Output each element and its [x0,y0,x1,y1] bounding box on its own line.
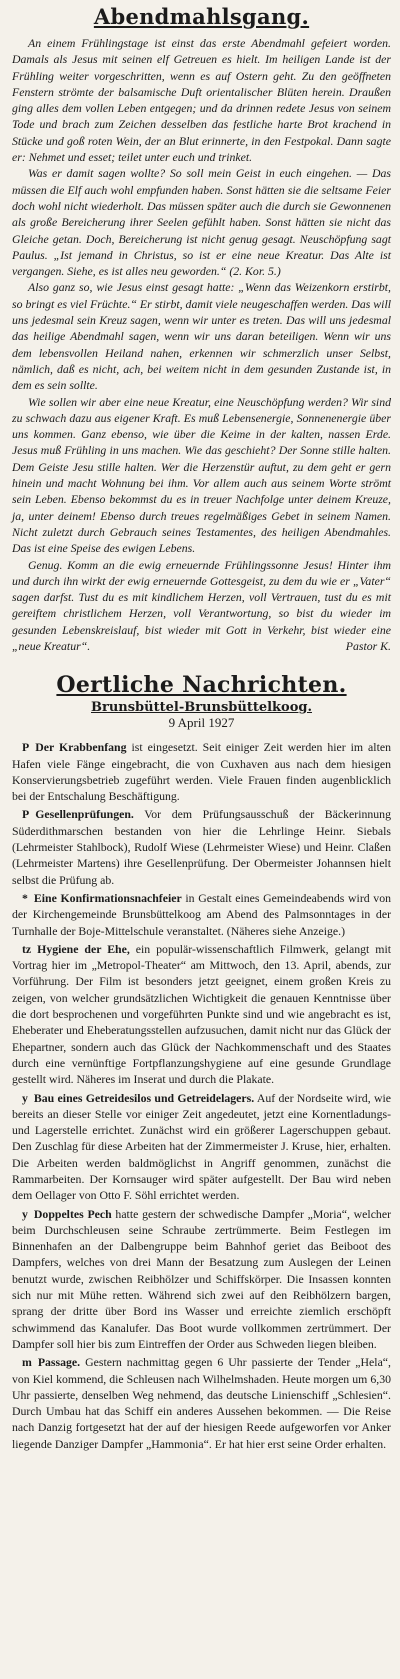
news-mark: tz [22,941,32,956]
article-signature: Pastor K. [345,638,391,653]
news-mark: m [22,1355,32,1370]
news-item-passage [12,1354,391,1452]
article-paragraph-1: An einem Frühlingstage ist einst das erste Abendmahl gefeiert worden. Damals als Jesus mit seinen elf Getreuen es hielt. Im heiligen Lande ist der Frühling weiter vorgeschritten, wenn es auf Ostern geht. Zu den geöffneten Fenstern strömte der balsamische Duft orientalischer Blüten herein. Draußen ging alles dem vollen Leben entgegen; und da drinnen redete Jesus von seinem Tode und brach zum Zeichen desselben das festliche harte Brot krachend in Stücke und goß roten Wein, der an Blut erinnerte, in den Festpokal. Dann sagte er: Nehmet und esset; teilet unter euch und trinket. [12,36,391,165]
newspaper-page [0,4,400,1679]
news-item-krabbenfang [12,739,391,804]
news-mark: * [22,890,28,905]
news-item-getreidesilo [12,1090,391,1204]
article-paragraph-3: Also ganz so, wie Jesus einst gesagt hatte: „Wenn das Weizenkorn erstirbt, so bringt es viel Früchte.“ Er stirbt, damit viele neugeschaffen werden. Das will uns jedesmal sein Kreuz sagen, wenn wir unter es treten. Das will uns jedesmal das heilige Abendmahl sagen, wenn wir uns daran beteiligen. Wenn wir uns dem lebensvollen Heiland nahen, erkennen wir schmerzlich unser Selbst, nämlich, daß es nicht, ach, bei weitem nicht in dem gesunden Zustande ist, in dem es sein sollte. [12,280,391,393]
news-text: Vor dem Prüfungsausschuß der Bäckerinnung Süderdithmarschen bestanden von hier die Lehrlinge Heinr. Siebals (Lehrmeister Stahlbock), Rudolf Wiese (Lehrmeister Wiese) und Heinr. Claßen (Lehrmeister Martens) ihre Gesellenprüfung. Der Obermeister Johannsen hielt selbst die Prüfung ab. [12,807,391,887]
news-headline: Passage. [37,1355,81,1370]
news-headline: Der Krabbenfang [35,740,127,755]
section-date: 9 April 1927 [168,715,235,731]
section-title: Oertliche Nachrichten. [56,672,347,699]
news-text: ein populär-wissenschaftlich Filmwerk, gelangt mit Vortrag hier im „Metropol-Theater“ am Mittwoch, den 13. April, abends, zur Vorführung. Der Film ist besonders jetzt geeignet, einem großen Kreis zu zeigen, von welcher grundsätzlichen Wichtigkeit die genauen Kenntnisse über die dort besprochenen und vorgeführten Punkte sind und wie angebracht es ist, Eheberater und Eheberatungsstellen aufzusuchen, damit nicht nur das Glück der Ehepartner, sondern auch das Glück der Nachkommenschaft und des Staates durch eine vernünftige Fortpflanzungshygiene auf eine gesunde Grundlage gestellt wird. Näheres im Inserat und durch die Plakate. [12,941,392,1087]
section-place: Brunsbüttel-Brunsbüttelkoog. [91,700,312,716]
news-headline: Gesellenprüfungen. [35,807,134,822]
news-headline: Doppeltes Pech [33,1206,112,1221]
news-text: ist eingesetzt. Seit einiger Zeit werden hier im alten Hafen viele Fänge eingebracht, die von Cuxhaven aus nach dem hiesigen Konservierungsbetrieb zugeführt werden. Viele Frauen finden augenblicklich bei der Entschalung Beschäftigung. [12,740,391,804]
news-text: hatte gestern der schwedische Dampfer „Moria“, welcher beim Durchschleusen seine Schraube zertrümmerte. Beim Festlegen im Binnenhafen an der Dalbengruppe beim Bahnhof geriet das Beiboot des Dampfers, welches von drei Mann der Besatzung zum Auslegen der Leinen benutzt wurde, zwischen Reibhölzer und Schiffskörper. Die Insassen konnten sich nur mit Mühe retten. Während sich zwei auf den Reibhölzern bargen, sprang der dritte über Bord ins Wasser und erreichte ziemlich erschöpft schwimmend das Kanalufer. Das Boot wurde vollkommen zertrümmert. Der Dampfer soll hier bis zum Eintreffen der Order aus Schweden liegen bleiben. [12,1206,391,1351]
article-paragraph-2: Was er damit sagen wollte? So soll mein Geist in euch eingehen. — Das müssen die Elf auch wohl empfunden haben. Sonst hätten sie die seltsame Feier doch wohl nicht wiederholt. Das müssen später auch die durch sie Gewonnenen als große Bereicherung ihrer Seelen gefühlt haben. Sonst hätten sie nicht das Gleiche getan. Doch, Bereicherung ist nicht genug gesagt. Neuschöpfung sagt Paulus. „Ist jemand in Christus, so ist er eine neue Kreatur. Das Alte ist vergangen. Siehe, es ist alles neu geworden.“ (2. Kor. 5.) [12,166,391,279]
article-paragraph-5-text: Genug. Komm an die ewig erneuernde Frühlingssonne Jesus! Hinter ihm und durch ihn wirkt der ewig erneuernde Gottesgeist, zu dem du wie er „Vater“ sagen darfst. Tust du es mit kindlichem Herzen, voll Vertrauen, tust du es mit gereiftem christlichem Herzen, voll Verantwortung, so bist du wieder im gesunden Lebenskreislauf, bist wieder mit Gott in Verkehr, bist wieder eine „neue Kreatur“. [12,557,391,653]
news-headline: Eine Konfirmationsnachfeier [33,890,182,905]
news-mark: y [22,1206,28,1221]
news-item-gesellenpruefungen [12,806,391,887]
article-paragraph-5 [12,557,391,655]
news-text: Gestern nachmittag gegen 6 Uhr passierte der Tender „Hela“, von Kiel kommend, die Schleusen nach Wilhelmshaden. Heute morgen um 6,30 Uhr passierte, denselben Weg nehmend, das deutsche Linienschiff „Schlesien“. Durch Umbau hat das Schiff ein anderes Aussehen bekommen. — Die Reise nach Danzig fortgesetzt hat der auf der hiesigen Reede aufgeworfen vor Anker liegende Danziger Dampfer „Hammonia“. Er hat hier erst seine Order erhalten. [12,1355,391,1451]
news-text: Auf der Nordseite wird, wie bereits an dieser Stelle vor einiger Zeit angedeutet, jetzt eine Kornentladungs- und Lagerstelle errichtet. Zunächst wird ein größerer Lagerschuppen gebaut. Den Zuschlag für diese Arbeiten hat der Zimmermeister J. Kruse, hier, erhalten. Die Arbeiten werden baldmöglichst in Angriff genommen, zunächst die Rammarbeiten. Der Kornsauger wird später aufgestellt. Der Bau wird neben dem Oellager von Otto F. Söhl errichtet werden. [12,1090,391,1203]
news-mark: P [22,807,30,822]
news-headline: Bau eines Getreidesilos und Getreidelagers. [33,1090,255,1105]
news-item-konfirmation [12,890,391,939]
news-item-hygiene [12,941,391,1088]
news-item-doppeltes-pech [12,1206,391,1353]
news-mark: y [22,1090,28,1105]
article-paragraph-4: Wie sollen wir aber eine neue Kreatur, eine Neuschöpfung werden? Wir sind zu schwach dazu aus eigener Kraft. Es muß Lebensenergie, Sonnenenergie über uns kommen. Ganz ebenso, wie über die Keime in der kalten, nassen Erde. Jesus muß Frühling in uns machen. Wie das geschieht? Der Sonne stille halten. Dem Geiste Jesu stille halten. Wer die Herzenstür auftut, zu dem geht er gern hinein und macht Wohnung bei ihm. Vor allem auch aus seinem Worte strömt sein Leben. Ebenso bekommst du es in treuer Nachfolge unter deinem Kreuze, ja, unter deinem! Ebenso durch treues regelmäßiges Gebet in seinem Namen. Nicht zuletzt durch Gebrauch seines Testamentes, des heiligen Abendmahles. Das ist eine Speise des ewigen Lebens. [12,394,391,556]
news-mark: P [22,740,30,755]
article-title: Abendmahlsgang. [93,4,310,29]
news-text: in Gestalt eines Gemeindeabends wird von der Kirchengemeinde Brunsbüttelkoog am Abend des Palmsonntages in der Turnhalle der Boje-Mittelschule veranstaltet. (Näheres siehe Anzeige.) [12,890,392,938]
news-headline: Hygiene der Ehe, [37,941,130,956]
